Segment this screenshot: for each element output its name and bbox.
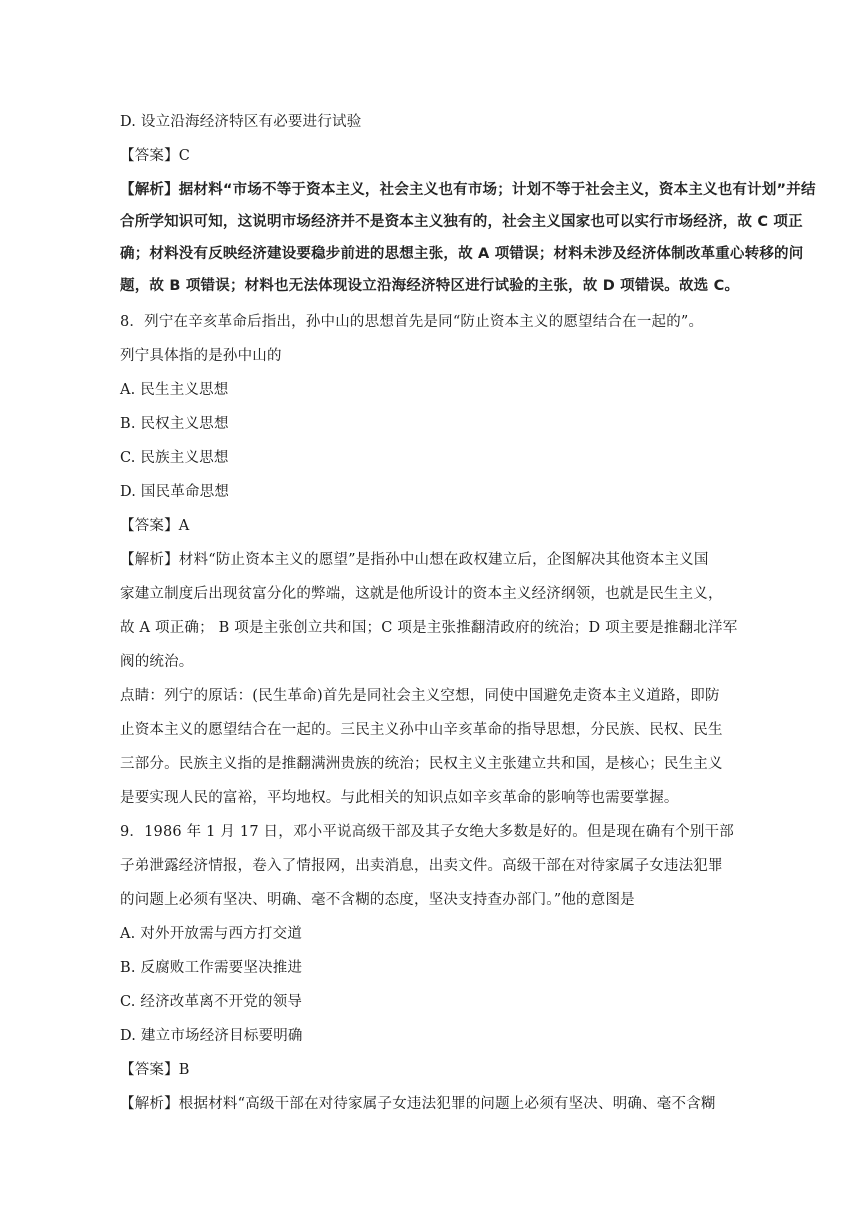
- q9-option-b: B. 反腐败工作需要坚决推进: [120, 960, 303, 976]
- q8-analysis-line: 家建立制度后出现贫富分化的弊端，这就是他所设计的资本主义经济纲领，也就是民生主义，: [120, 586, 723, 602]
- q8-analysis-line: 阀的统治。: [120, 654, 194, 670]
- q9-stem-line: 的问题上必须有坚决、明确、毫不含糊的态度，坚决支持查办部门。”他的意图是: [120, 892, 635, 908]
- q7-analysis-line: 题，故 B 项错误；材料也无法体现设立沿海经济特区进行试验的主张，故 D 项错误。故选 C。: [120, 278, 740, 294]
- q8-analysis-line: 故 A 项正确； B 项是主张创立共和国；C 项是主张推翻清政府的统治；D 项主要是推翻北洋军: [120, 620, 738, 636]
- q9-option-d: D. 建立市场经济目标要明确: [120, 1028, 303, 1044]
- q8-option-c: C. 民族主义思想: [120, 450, 229, 466]
- q8-stem-line: 列宁具体指的是孙中山的: [120, 348, 282, 364]
- q9-option-c: C. 经济改革离不开党的领导: [120, 994, 303, 1010]
- q7-analysis-line: 合所学知识可知，这说明市场经济并不是资本主义独有的，社会主义国家也可以实行市场经济，故 C 项正: [120, 214, 803, 230]
- q9-stem-line: 9．1986 年 1 月 17 日，邓小平说高级干部及其子女绝大多数是好的。但是现在确有个别干部: [120, 824, 734, 840]
- q8-option-a: A. 民生主义思想: [120, 382, 229, 398]
- q9-answer: 【答案】B: [120, 1062, 190, 1078]
- q7-analysis-line: 【解析】据材料“市场不等于资本主义，社会主义也有市场；计划不等于社会主义，资本主义也有计划”并结: [120, 182, 816, 198]
- q8-note-line: 是要实现人民的富裕，平均地权。与此相关的知识点如辛亥革命的影响等也需要掌握。: [120, 790, 679, 806]
- q9-stem-line: 子弟泄露经济情报，卷入了情报网，出卖消息，出卖文件。高级干部在对待家属子女违法犯罪: [120, 858, 723, 874]
- q8-note-line: 三部分。民族主义指的是推翻满洲贵族的统治；民权主义主张建立共和国，是核心；民生主义: [120, 756, 723, 772]
- q8-analysis-line: 【解析】材料“防止资本主义的愿望”是指孙中山想在政权建立后，企图解决其他资本主义国: [120, 552, 709, 568]
- q7-option-d: D. 设立沿海经济特区有必要进行试验: [120, 114, 362, 130]
- q8-note-line: 止资本主义的愿望结合在一起的。三民主义孙中山辛亥革命的指导思想，分民族、民权、民生: [120, 722, 723, 738]
- q8-note-line: 点睛：列宁的原话：(民生革命)首先是同社会主义空想，同使中国避免走资本主义道路，即防: [120, 688, 720, 704]
- q8-answer: 【答案】A: [120, 518, 190, 534]
- q7-answer: 【答案】C: [120, 148, 191, 164]
- q9-option-a: A. 对外开放需与西方打交道: [120, 926, 302, 942]
- q7-analysis-line: 确；材料没有反映经济建设要稳步前进的思想主张，故 A 项错误；材料未涉及经济体制改革重心转移的问: [120, 246, 804, 262]
- q8-option-b: B. 民权主义思想: [120, 416, 229, 432]
- q8-stem-line: 8．列宁在辛亥革命后指出，孙中山的思想首先是同“防止资本主义的愿望结合在一起的”。: [120, 314, 704, 330]
- q9-analysis-line: 【解析】根据材料“高级干部在对待家属子女违法犯罪的问题上必须有坚决、明确、毫不含糊: [120, 1096, 716, 1112]
- q8-option-d: D. 国民革命思想: [120, 484, 230, 500]
